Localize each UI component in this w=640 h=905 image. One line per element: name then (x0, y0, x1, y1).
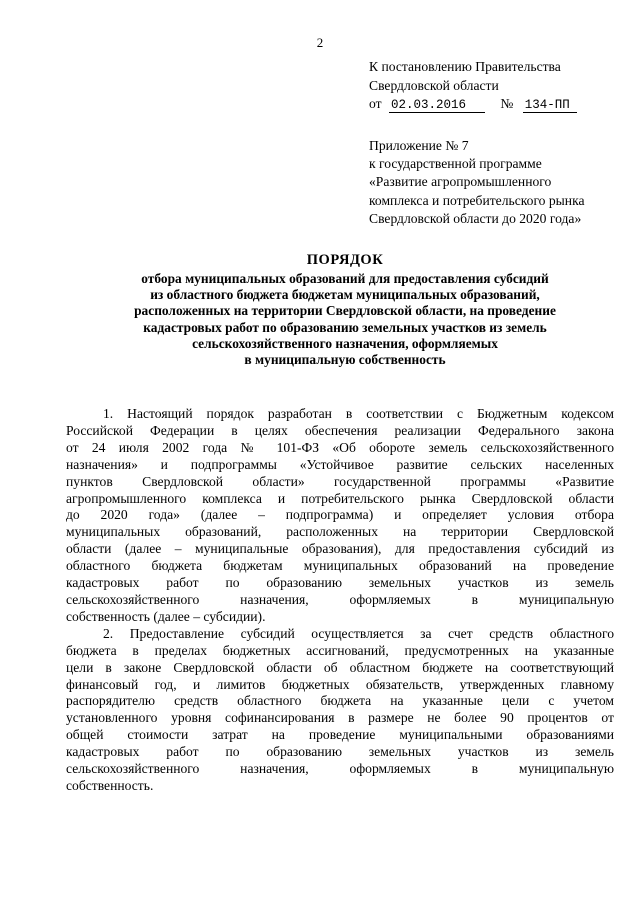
appendix-block (369, 137, 585, 228)
paragraph-line: до 2020 года» (далее – подпрограмма) и определяет условия отбора (66, 507, 614, 523)
paragraph-line: назначения» и подпрограммы «Устойчивое развитие сельских населенных (66, 456, 614, 472)
resolution-date-number-line (369, 95, 577, 114)
paragraph-line: распорядителю средств областного бюджета на указанные цели с учетом (66, 693, 614, 709)
number-label: № (500, 96, 514, 111)
paragraph-line: от 24 июля 2002 года № 101-ФЗ «Об обороте земель сельскохозяйственного (66, 439, 614, 455)
paragraph-line: 1. Настоящий порядок разработан в соответствии с Бюджетным кодексом (103, 406, 614, 421)
paragraph-line: сельскохозяйственного назначения, оформляемых в муниципальную (66, 591, 614, 607)
paragraph-line: муниципальных образований, расположенных на территории Свердловской (66, 524, 614, 540)
appendix-line-5: Свердловской области до 2020 года» (369, 210, 582, 226)
paragraph-line: кадастровых работ по образованию земельных участков из земель (66, 744, 614, 760)
paragraph-line: кадастровых работ по образованию земельных участков из земель (66, 575, 614, 591)
paragraph-line: цели в законе Свердловской области об областном бюджете на соответствующий (66, 659, 614, 675)
paragraph-line: сельскохозяйственного назначения, оформляемых в муниципальную (66, 761, 614, 777)
paragraph-line: пунктов Свердловской области» государственной программы «Развитие (66, 473, 614, 489)
appendix-line-3: «Развитие агропромышленного (369, 174, 552, 190)
subtitle-line: отбора муниципальных образований для предоставления субсидий (141, 271, 549, 286)
paragraph-line: общей стоимости затрат на проведение муниципальными образованиями (66, 727, 614, 743)
paragraph-line: агропромышленного комплекса и потребительского рынка Свердловской области (66, 490, 614, 506)
document-subtitle (60, 271, 630, 368)
subtitle-line: расположенных на территории Свердловской области, на проведение (134, 303, 556, 319)
document-title: ПОРЯДОК (306, 252, 384, 268)
subtitle-line: сельскохозяйственного назначения, оформляемых (192, 335, 498, 351)
resolution-reference (369, 58, 577, 114)
document-body (66, 406, 614, 795)
paragraph-1 (66, 406, 614, 626)
paragraph-line: области (далее – муниципальные образования), для предоставления субсидий из (66, 541, 614, 557)
paragraph-line: 2. Предоставление субсидий осуществляется за счет средств областного (103, 625, 614, 641)
appendix-line-2: к государственной программе (369, 156, 542, 172)
appendix-line-1: Приложение № 7 (369, 138, 469, 153)
paragraph-line: финансовый год, и лимитов бюджетных обязательств, утвержденных главному (66, 676, 614, 692)
subtitle-line: из областного бюджета бюджетам муниципальных образований, (150, 287, 540, 303)
resolution-date-field: 02.03.2016 (389, 98, 485, 113)
paragraph-line: установленного уровня софинансирования в размере не более 90 процентов от (66, 710, 614, 726)
resolution-ref-line-2: Свердловской области (369, 77, 499, 93)
paragraph-line: областного бюджета бюджетам муниципальных образований на проведение (66, 558, 614, 574)
from-label: от (369, 96, 382, 111)
subtitle-line: кадастровых работ по образованию земельных участков из земель (143, 319, 547, 335)
paragraph-line: собственность (далее – субсидии). (66, 608, 266, 624)
resolution-ref-line-1: К постановлению Правительства (369, 59, 561, 74)
resolution-number-field: 134-ПП (523, 98, 577, 113)
paragraph-line: бюджета в пределах бюджетных ассигнований, предусмотренных на указанные (66, 642, 614, 658)
paragraph-2 (66, 626, 614, 795)
paragraph-line: Российской Федерации в целях обеспечения реализации Федерального закона (66, 422, 614, 438)
subtitle-line: в муниципальную собственность (244, 352, 446, 368)
appendix-line-4: комплекса и потребительского рынка (369, 192, 585, 208)
page-number: 2 (316, 35, 324, 50)
paragraph-line: собственность. (66, 777, 154, 793)
